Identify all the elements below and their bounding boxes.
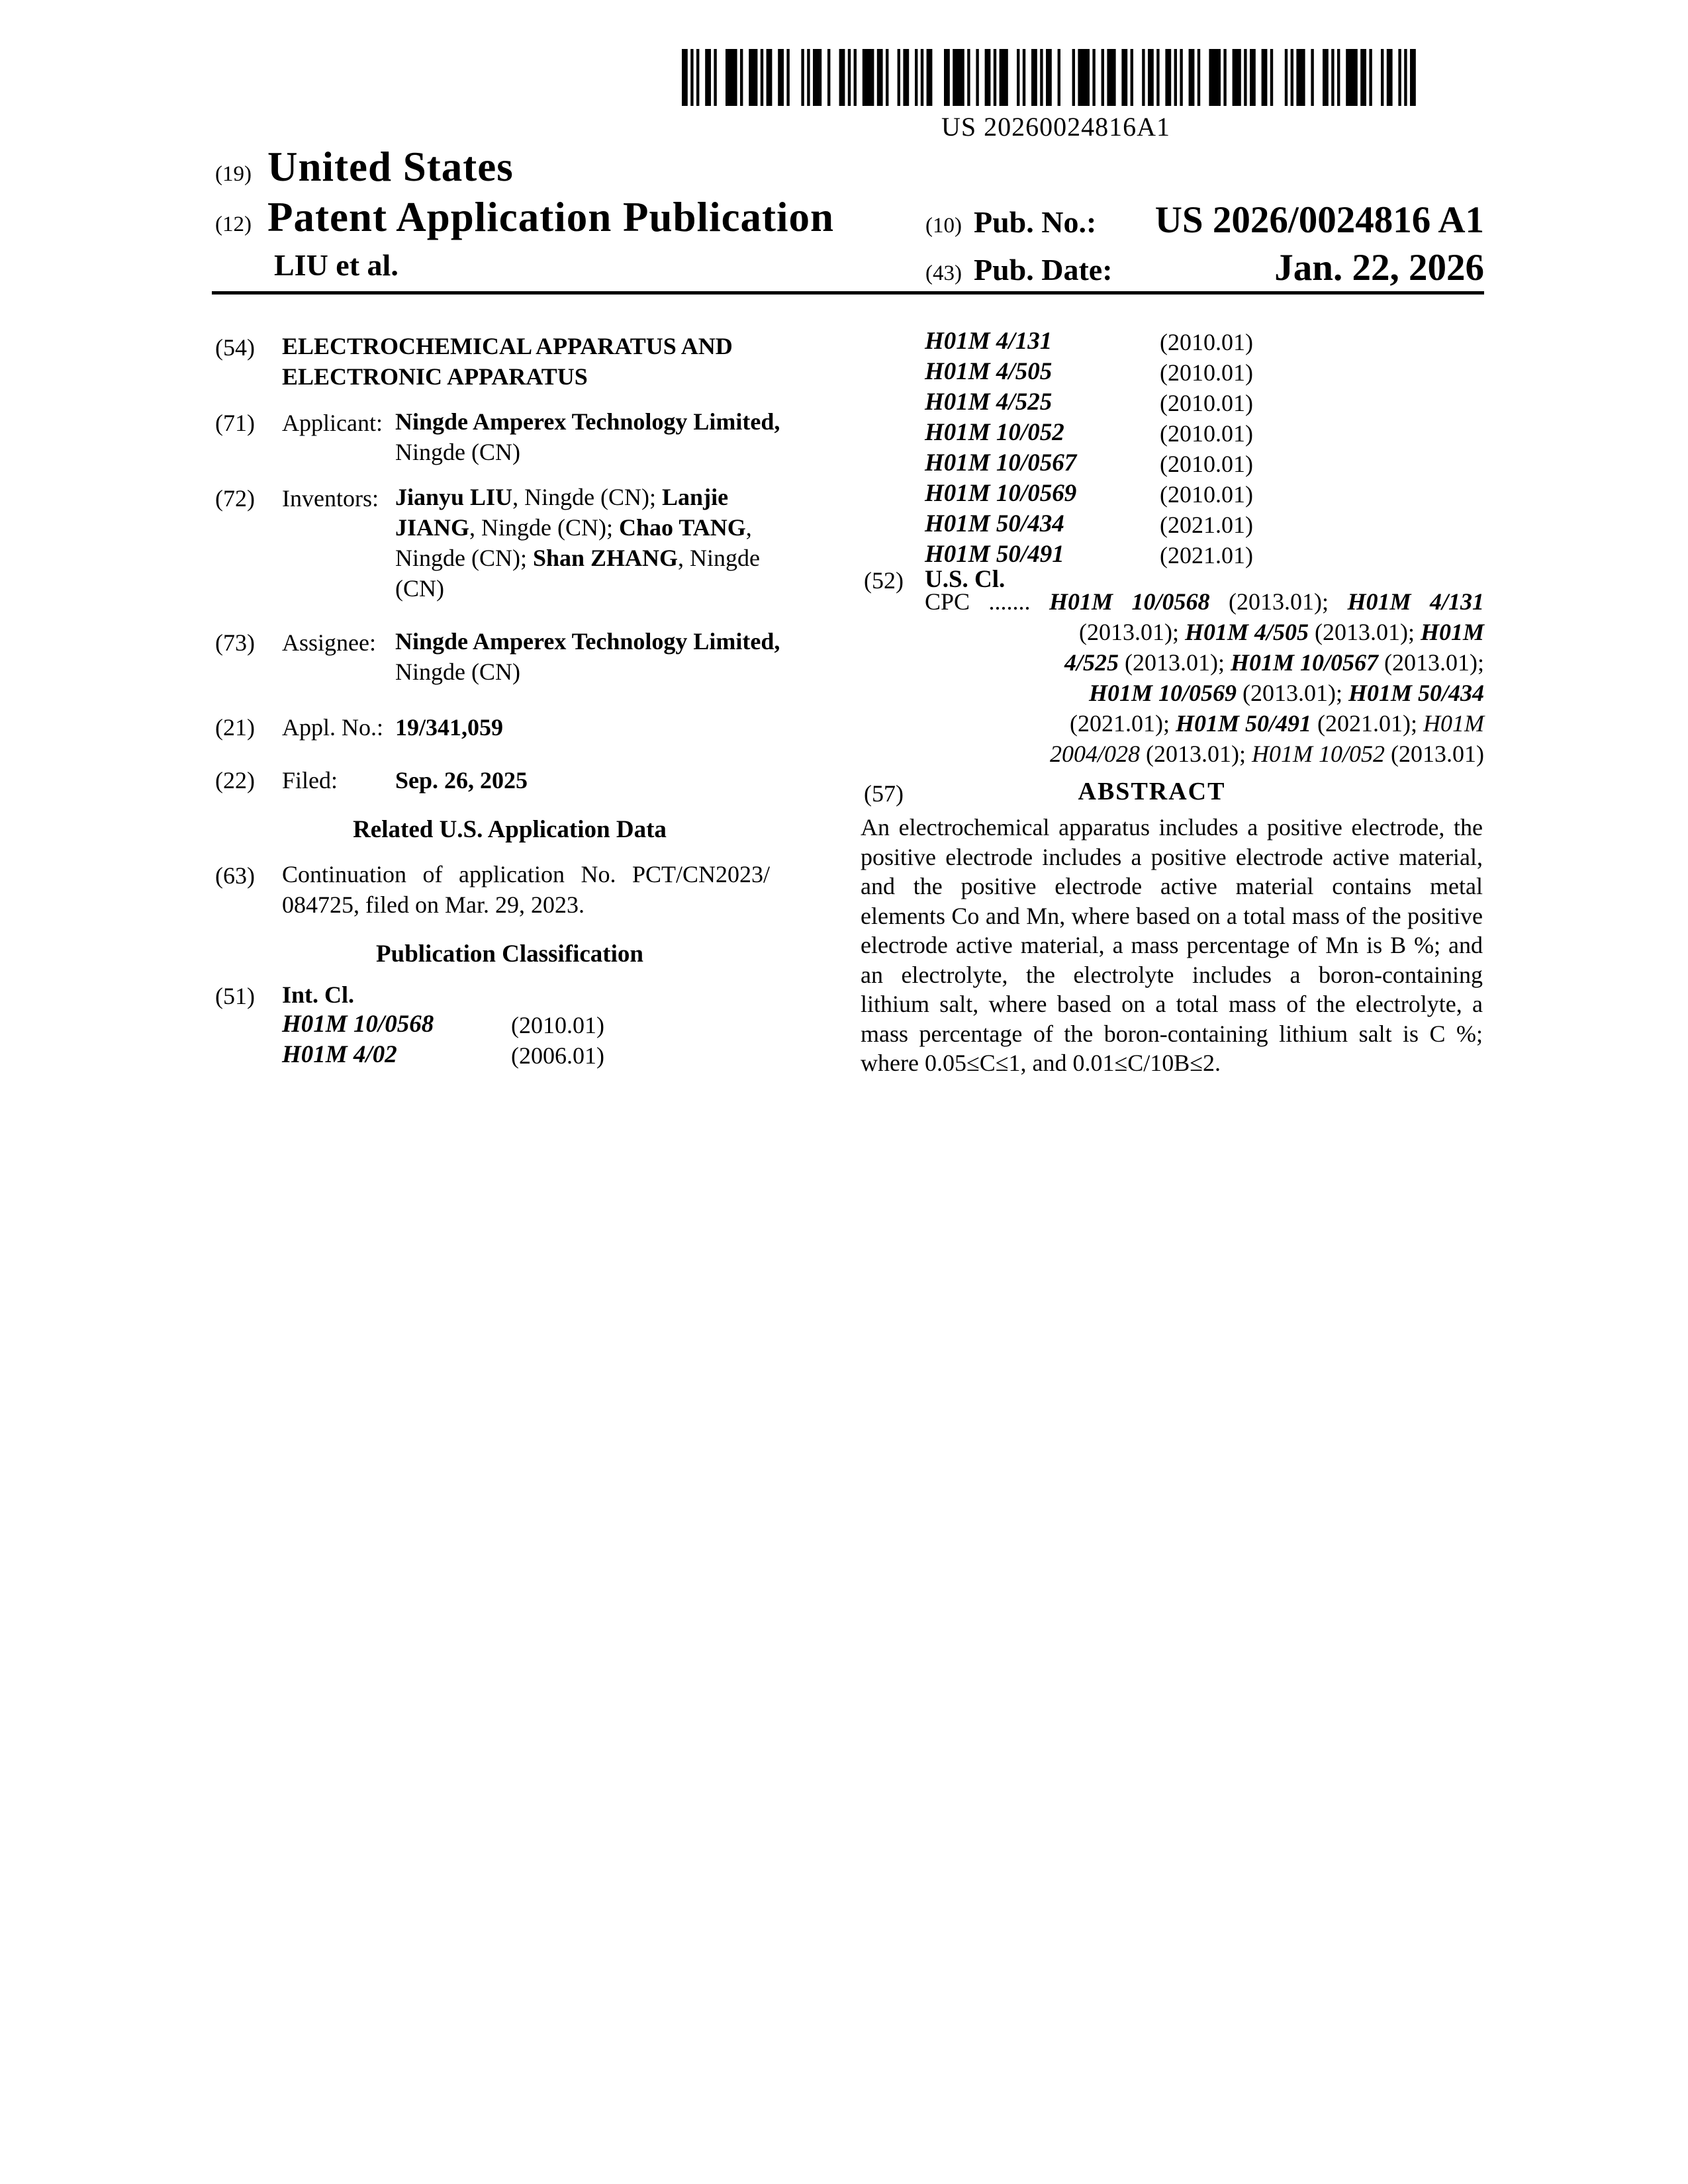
int-cl-code: H01M 50/491 — [925, 541, 1064, 568]
appl-no-value: 19/341,059 — [395, 714, 504, 741]
int-cl-date: (2010.01) — [1160, 329, 1253, 355]
inventors-line: Ningde (CN); Shan ZHANG, Ningde — [395, 545, 761, 571]
continuation-number: (63) — [215, 862, 255, 889]
int-cl-date: (2010.01) — [511, 1012, 604, 1038]
int-cl-code: H01M 4/131 — [925, 328, 1053, 355]
applicant-number: (71) — [215, 410, 255, 436]
int-cl-date: (2021.01) — [1160, 542, 1253, 569]
inventors-line: (CN) — [395, 575, 444, 602]
int-cl-date: (2010.01) — [1160, 420, 1253, 447]
appl-no-label: Appl. No.: — [282, 714, 383, 741]
country-line — [215, 143, 514, 191]
related-data-heading: Related U.S. Application Data — [353, 816, 667, 843]
abstract-text: An electrochemical apparatus includes a positive electrode, the positive electrode includes a positive electrode active material, and the positive electrode active material contains metal elements Co and Mn, where based on a total mass of the positive electrode active material, a mass percentage of Mn is B %; and an electrolyte, the electrolyte includes a boron-containing lithium salt, where based on a total mass of the electrolyte, a mass percentage of the boron-containing lithium salt is C %; where 0.05≤C≤1, and 0.01≤C/10B≤2. — [861, 814, 1483, 1076]
pub-date-value: Jan. 22, 2026 — [1274, 247, 1484, 289]
int-cl-code: H01M 50/434 — [925, 510, 1064, 537]
country-prefix: (19) — [215, 162, 252, 186]
int-cl-date: (2010.01) — [1160, 359, 1253, 386]
int-cl-code: H01M 10/0569 — [925, 480, 1077, 507]
us-cl-label: U.S. Cl. — [925, 566, 1006, 593]
country-name: United States — [267, 144, 514, 190]
int-cl-date: (2010.01) — [1160, 481, 1253, 508]
pub-no-label: Pub. No.: — [973, 205, 1097, 239]
pub-date-prefix: (43) — [925, 261, 962, 285]
int-cl-date: (2010.01) — [1160, 451, 1253, 477]
abstract-number: (57) — [864, 780, 904, 807]
int-cl-date: (2010.01) — [1160, 390, 1253, 416]
inventors-number: (72) — [215, 485, 255, 512]
cpc-line: (2021.01); H01M 50/491 (2021.01); H01M — [1070, 710, 1484, 737]
applicant-name: Ningde Amperex Technology Limited, — [395, 408, 780, 435]
byline: LIU et al. — [274, 248, 399, 282]
int-cl-number: (51) — [215, 983, 255, 1009]
pub-no-prefix: (10) — [925, 214, 962, 238]
int-cl-code: H01M 4/525 — [925, 388, 1053, 416]
barcode — [682, 49, 1430, 106]
filed-value: Sep. 26, 2025 — [395, 767, 528, 794]
int-cl-code: H01M 10/0568 — [282, 1011, 434, 1038]
doc-type-prefix: (12) — [215, 212, 252, 236]
pub-no-line — [925, 199, 1484, 242]
cpc-line: CPC ....... H01M 10/0568 (2013.01); H01M 4/131 — [925, 588, 1485, 615]
int-cl-label: Int. Cl. — [282, 981, 355, 1008]
appl-no-number: (21) — [215, 714, 255, 741]
cpc-line: (2013.01); H01M 4/505 (2013.01); H01M — [1079, 619, 1484, 645]
header-rule — [212, 291, 1484, 295]
title-number: (54) — [215, 334, 255, 361]
inventors-value — [395, 482, 806, 604]
pub-no-value: US 2026/0024816 A1 — [1154, 199, 1484, 241]
invention-title-line2: ELECTRONIC APPARATUS — [282, 363, 588, 390]
continuation-text — [282, 859, 770, 920]
doc-type: Patent Application Publication — [267, 194, 835, 240]
int-cl-code: H01M 10/052 — [925, 419, 1064, 446]
inventors-line: JIANG, Ningde (CN); Chao TANG, — [395, 514, 752, 541]
int-cl-code: H01M 4/505 — [925, 358, 1053, 385]
cpc-block — [925, 586, 1484, 769]
inventors-label: Inventors: — [282, 485, 379, 512]
filed-number: (22) — [215, 767, 255, 794]
applicant-value — [395, 406, 806, 467]
us-cl-number: (52) — [864, 567, 904, 594]
abstract-heading: ABSTRACT — [1078, 778, 1226, 805]
applicant-label: Applicant: — [282, 410, 383, 436]
pub-date-line — [925, 246, 1484, 289]
continuation-line2: 084725, filed on Mar. 29, 2023. — [282, 891, 585, 918]
assignee-label: Assignee: — [282, 629, 376, 656]
invention-title-line1: ELECTROCHEMICAL APPARATUS AND — [282, 333, 733, 359]
int-cl-date: (2006.01) — [511, 1042, 604, 1069]
cpc-line: H01M 10/0569 (2013.01); H01M 50/434 — [1088, 680, 1484, 706]
continuation-line1: Continuation of application No. PCT/CN2023/ — [282, 861, 770, 887]
assignee-value — [395, 626, 806, 687]
int-cl-code: H01M 10/0567 — [925, 449, 1077, 477]
int-cl-code: H01M 4/02 — [282, 1041, 397, 1068]
assignee-number: (73) — [215, 629, 255, 656]
barcode-number: US 20260024816A1 — [941, 112, 1171, 142]
pub-date-label: Pub. Date: — [973, 253, 1113, 287]
filed-label: Filed: — [282, 767, 338, 794]
pub-class-heading: Publication Classification — [376, 940, 643, 968]
cpc-line: 4/525 (2013.01); H01M 10/0567 (2013.01); — [1064, 649, 1484, 676]
applicant-city: Ningde (CN) — [395, 439, 520, 465]
assignee-name: Ningde Amperex Technology Limited, — [395, 628, 780, 655]
int-cl-date: (2021.01) — [1160, 512, 1253, 538]
cpc-line: 2004/028 (2013.01); H01M 10/052 (2013.01) — [1050, 741, 1484, 767]
invention-title — [282, 331, 785, 392]
assignee-city: Ningde (CN) — [395, 659, 520, 685]
inventors-line: Jianyu LIU, Ningde (CN); Lanjie — [395, 484, 729, 510]
doc-type-line — [215, 193, 834, 242]
